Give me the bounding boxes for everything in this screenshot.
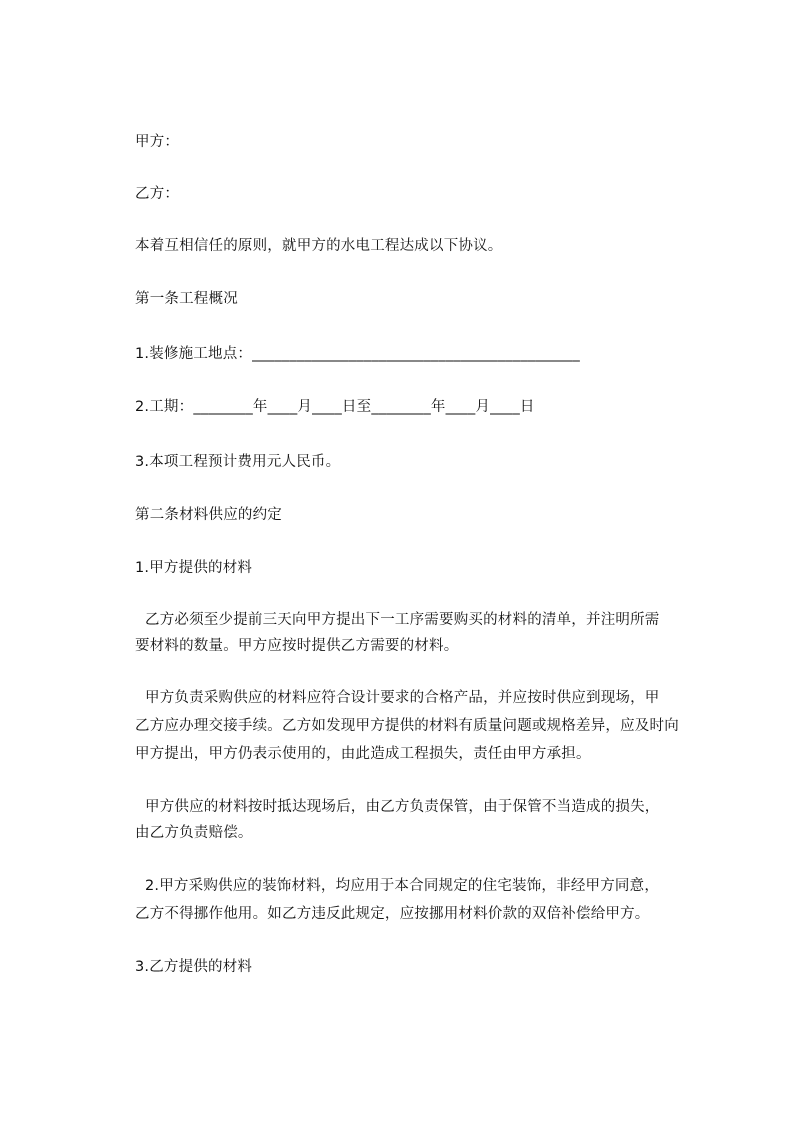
clause-estimated-cost: 3.本项工程预计费用元人民币。 — [135, 454, 341, 470]
paragraph-line: 要材料的数量。甲方应按时提供乙方需要的材料。 — [135, 638, 459, 654]
paragraph-line: 乙方应办理交接手续。乙方如发现甲方提供的材料有质量问题或规格差异，应及时向 — [135, 718, 679, 734]
paragraph-line: 2.甲方采购供应的装饰材料，均应用于本合同规定的住宅装饰，非经甲方同意， — [145, 878, 660, 894]
article-2-heading: 第二条材料供应的约定 — [135, 507, 282, 523]
paragraph-line: 乙方必须至少提前三天向甲方提出下一工序需要购买的材料的清单，并注明所需 — [145, 612, 660, 628]
clause-party-a-materials: 1.甲方提供的材料 — [135, 560, 253, 576]
party-b-label: 乙方： — [135, 186, 180, 202]
party-a-label: 甲方： — [135, 134, 180, 150]
paragraph-line: 甲方负责采购供应的材料应符合设计要求的合格产品，并应按时供应到现场，甲 — [145, 690, 660, 706]
clause-construction-site: 1.装修施工地点：____________________________________________ — [135, 346, 580, 362]
paragraph-line: 乙方不得挪作他用。如乙方违反此规定，应按挪用材料价款的双倍补偿给甲方。 — [135, 906, 650, 922]
preamble-text: 本着互相信任的原则，就甲方的水电工程达成以下协议。 — [135, 238, 503, 254]
paragraph-line: 由乙方负责赔偿。 — [135, 825, 253, 841]
paragraph-line: 甲方提出，甲方仍表示使用的，由此造成工程损失，责任由甲方承担。 — [135, 746, 591, 762]
article-1-heading: 第一条工程概况 — [135, 291, 238, 307]
clause-party-b-materials: 3.乙方提供的材料 — [135, 959, 253, 975]
paragraph-line: 甲方供应的材料按时抵达现场后，由乙方负责保管，由于保管不当造成的损失， — [145, 799, 660, 815]
clause-construction-period: 2.工期：________年____月____日至________年____月____日 — [135, 399, 535, 415]
